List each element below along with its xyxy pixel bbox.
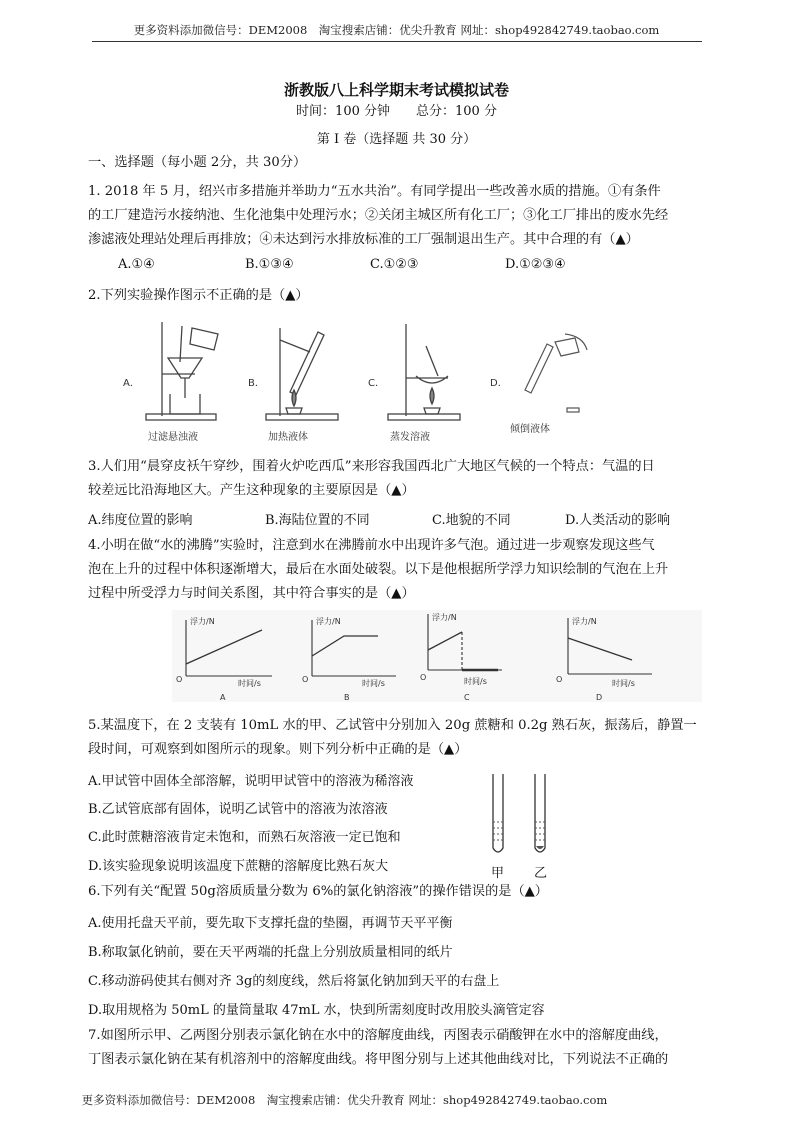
- graph-b-ylabel: 浮力/N: [316, 617, 341, 626]
- q6-option-c: C.移动游码使其右侧对齐 3g的刻度线，然后将氯化钠加到天平的右盘上: [88, 974, 500, 989]
- q4-line-3: 过程中所受浮力与时间关系图，其中符合事实的是（▲）: [88, 586, 415, 601]
- q1-line-3: 渗滤液处理站处理后再排放；④未达到污水排放标准的工厂强制退出生产。其中合理的有（▲）: [88, 232, 639, 247]
- q3-option-b: B.海陆位置的不同: [265, 513, 370, 528]
- q3-line-1: 3.人们用“晨穿皮袄午穿纱，围着火炉吃西瓜”来形容我国西北广大地区气候的一个特点：气温的日: [88, 459, 655, 474]
- graph-a-ylabel: 浮力/N: [190, 617, 215, 626]
- test-tubes-figure: [485, 772, 565, 862]
- graph-c-xlabel: 时间/s: [464, 677, 487, 686]
- q1-option-c: C.①②③: [370, 257, 419, 272]
- tube-label-yi: 乙: [534, 866, 548, 881]
- graph-d-origin: O: [556, 675, 563, 684]
- q6-option-d: D.取用规格为 50mL 的量筒量取 47mL 水，快到所需刻度时改用胶头滴管定容: [88, 1003, 545, 1018]
- q5-line-1: 5.某温度下，在 2 支装有 10mL 水的甲、乙试管中分别加入 20g 蔗糖和 0.2g 熟石灰，振荡后，静置一: [88, 718, 697, 733]
- footer-contact: 更多资料添加微信号：DEM2008 淘宝搜索店铺：优尖升教育 网址：shop492842749.taobao.com: [81, 1093, 608, 1107]
- part-title: 第 I 卷（选择题 共 30 分）: [316, 132, 477, 147]
- graph-b-origin: O: [302, 675, 309, 684]
- q2-fig-letter-d: D．: [490, 378, 508, 389]
- q6-option-b: B.称取氯化钠前，要在天平两端的托盘上分别放质量相同的纸片: [88, 945, 453, 960]
- graph-c-ylabel: 浮力/N: [432, 613, 457, 622]
- header-contact-top: 更多资料添加微信号：DEM2008 淘宝搜索店铺：优尖升教育 网址：shop492842749.taobao.com: [133, 23, 660, 37]
- graph-c-letter: C: [464, 693, 470, 702]
- q1-line-1: 1. 2018 年 5 月，绍兴市多措施并举助力“五水共治”。有同学提出一些改善水质的措施。①有条件: [88, 184, 661, 199]
- q4-line-1: 4.小明在做“水的沸腾”实验时，注意到水在沸腾前水中出现许多气泡。通过进一步观察发现这些气: [88, 538, 655, 553]
- q3-line-2: 较差远比沿海地区大。产生这种现象的主要原因是（▲）: [88, 483, 415, 498]
- q6-line: 6.下列有关“配置 50g溶质质量分数为 6%的氯化钠溶液”的操作错误的是（▲）: [88, 884, 548, 899]
- graph-a-xlabel: 时间/s: [238, 679, 261, 688]
- q5-option-d: D.该实验现象说明该温度下蔗糖的溶解度比熟石灰大: [88, 859, 389, 874]
- pouring-liquid-figure: [505, 330, 595, 420]
- tube-label-jia: 甲: [491, 866, 505, 881]
- section-title: 一、选择题（每小题 2分，共 30分）: [88, 155, 307, 170]
- graph-c-origin: O: [420, 673, 427, 682]
- q2-line: 2.下列实验操作图示不正确的是（▲）: [88, 288, 309, 303]
- graph-b-xlabel: 时间/s: [362, 679, 385, 688]
- graph-b-letter: B: [344, 693, 350, 702]
- q2-fig-letter-b: B．: [248, 378, 265, 389]
- q2-fig-letter-c: C．: [368, 378, 385, 389]
- graph-a-letter: A: [220, 693, 226, 702]
- q7-line-1: 7.如图所示甲、乙两图分别表示氯化钠在水中的溶解度曲线，丙图表示硝酸钾在水中的溶解度曲线，: [88, 1028, 668, 1043]
- q5-option-c: C.此时蔗糖溶液肯定未饱和，而熟石灰溶液一定已饱和: [88, 830, 401, 845]
- q1-option-d: D.①②③④: [505, 257, 566, 272]
- q5-option-a: A.甲试管中固体全部溶解，说明甲试管中的溶液为稀溶液: [88, 774, 414, 789]
- q2-fig-letter-a: A．: [123, 378, 140, 389]
- graph-d-ylabel: 浮力/N: [572, 617, 597, 626]
- q5-option-b: B.乙试管底部有固体，说明乙试管中的溶液为浓溶液: [88, 802, 388, 817]
- heating-liquid-figure: [262, 318, 352, 428]
- q4-line-2: 泡在上升的过程中体积逐渐增大，最后在水面处破裂。以下是他根据所学浮力知识绘制的气泡在上升: [88, 562, 669, 577]
- q3-option-d: D.人类活动的影响: [565, 513, 671, 528]
- q2-caption-a: 过滤悬浊液: [148, 432, 198, 443]
- q2-caption-c: 蒸发溶液: [390, 432, 430, 443]
- graph-d-xlabel: 时间/s: [612, 679, 635, 688]
- header-divider: [92, 41, 702, 42]
- exam-meta: 时间：100 分钟 总分：100 分: [296, 104, 497, 119]
- q1-option-b: B.①③④: [245, 257, 294, 272]
- graph-d-letter: D: [596, 693, 603, 702]
- q6-option-a: A.使用托盘天平前，要先取下支撑托盘的垫圈，再调节天平平衡: [88, 916, 453, 931]
- q1-option-a: A.①④: [118, 257, 155, 272]
- filtration-apparatus-figure: [140, 318, 230, 428]
- q1-line-2: 的工厂建造污水接纳池、生化池集中处理污水；②关闭主城区所有化工厂；③化工厂排出的废水先经: [88, 208, 669, 223]
- q3-option-c: C.地貌的不同: [432, 513, 511, 528]
- page-title: 浙教版八上科学期末考试模拟试卷: [283, 81, 509, 99]
- q5-line-2: 段时间，可观察到如图所示的现象。则下列分析中正确的是（▲）: [88, 742, 468, 757]
- evaporation-figure: [382, 318, 472, 428]
- q2-caption-b: 加热液体: [268, 432, 308, 443]
- graph-a-origin: O: [176, 675, 183, 684]
- q2-caption-d: 倾倒液体: [510, 424, 550, 435]
- q3-option-a: A.纬度位置的影响: [88, 513, 193, 528]
- q7-line-2: 丁图表示氯化钠在某有机溶剂中的溶解度曲线。将甲图分别与上述其他曲线对比，下列说法不正确的: [88, 1052, 669, 1067]
- buoyancy-graphs: [172, 610, 792, 706]
